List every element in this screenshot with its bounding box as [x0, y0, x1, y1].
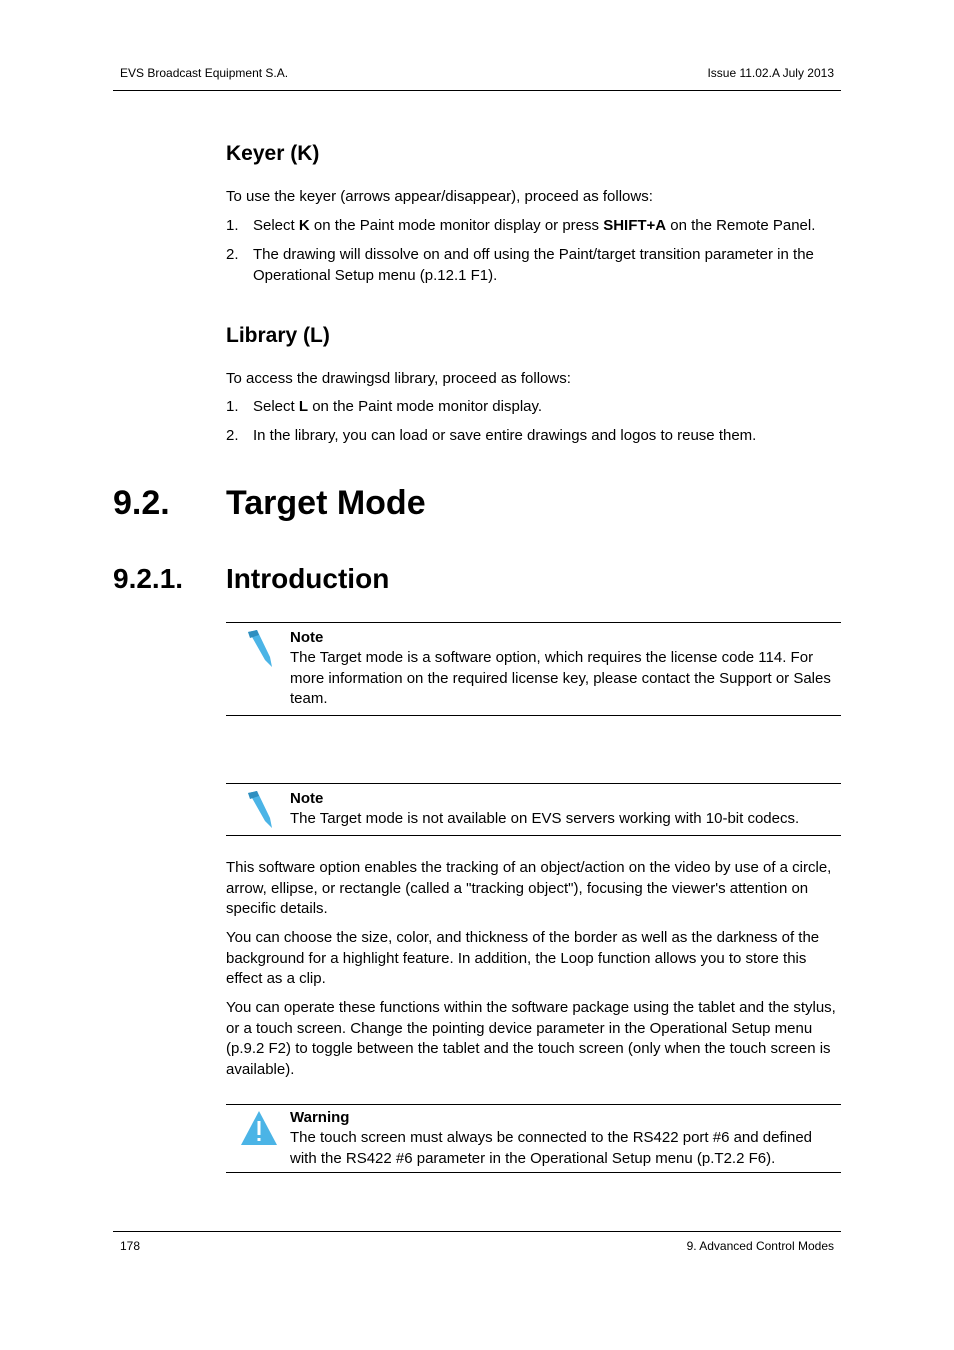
step-text: The drawing will dissolve on and off using the Paint/target transition parameter in the Operational Setup menu (p.12.1 F1).: [253, 246, 814, 284]
subsection-title: Introduction: [226, 563, 390, 594]
pencil-icon: [240, 790, 274, 830]
step-text: Select L on the Paint mode monitor display.: [253, 398, 543, 415]
header-issue: Issue 11.02.A July 2013: [707, 66, 834, 80]
note-body: The Target mode is not available on EVS servers working with 10-bit codecs.: [290, 810, 800, 827]
header-company: EVS Broadcast Equipment S.A.: [120, 66, 289, 80]
warning-title: Warning: [290, 1109, 350, 1126]
step-number: 2.: [226, 246, 239, 263]
note-body: The Target mode is a software option, which requires the license code 114. For more information on the required license key, please contact the Support or Sales team.: [290, 649, 831, 707]
step-number: 1.: [226, 398, 239, 415]
step-number: 1.: [226, 217, 239, 234]
body-paragraph: You can operate these functions within the software package using the tablet and the stylus, or a touch screen. Change the pointing device parameter in the Operational Setup menu (p.9.2 F2) to toggle between the tablet and the touch screen (only when the touch screen is available).: [226, 999, 836, 1078]
page-number: 178: [120, 1239, 141, 1253]
note-box: [226, 622, 841, 716]
warning-triangle-icon: [240, 1110, 278, 1146]
pencil-icon: [240, 629, 274, 669]
warning-box: [226, 1104, 841, 1173]
page-footer: [113, 1231, 841, 1253]
step-number: 2.: [226, 427, 239, 444]
subsection-number: 9.2.1.: [113, 563, 184, 594]
page-header: [113, 66, 841, 91]
note-title: Note: [290, 629, 324, 646]
body-paragraph: You can choose the size, color, and thickness of the border as well as the darkness of the background for a highlight feature. In addition, the Loop function allows you to store this effect as a clip.: [226, 929, 820, 987]
step-text: Select K on the Paint mode monitor display or press SHIFT+A on the Remote Panel.: [253, 217, 816, 234]
footer-chapter: 9. Advanced Control Modes: [686, 1239, 834, 1253]
keyer-intro: To use the keyer (arrows appear/disappear), proceed as follows:: [226, 188, 653, 205]
note-box: [226, 783, 841, 836]
step-text: In the library, you can load or save entire drawings and logos to reuse them.: [253, 427, 757, 444]
library-intro: To access the drawingsd library, proceed as follows:: [226, 370, 571, 387]
section-number: 9.2.: [113, 484, 170, 522]
note-title: Note: [290, 790, 324, 807]
warning-body: The touch screen must always be connected to the RS422 port #6 and defined with the RS422 #6 parameter in the Operational Setup menu (p.T2.2 F6).: [290, 1129, 812, 1167]
library-heading: Library (L): [226, 324, 330, 347]
body-paragraph: This software option enables the tracking of an object/action on the video by use of a circle, arrow, ellipse, or rectangle (called a "tracking object"), focusing the viewer's attention on specific details.: [226, 859, 832, 917]
keyer-heading: Keyer (K): [226, 142, 320, 165]
section-title: Target Mode: [226, 484, 426, 522]
